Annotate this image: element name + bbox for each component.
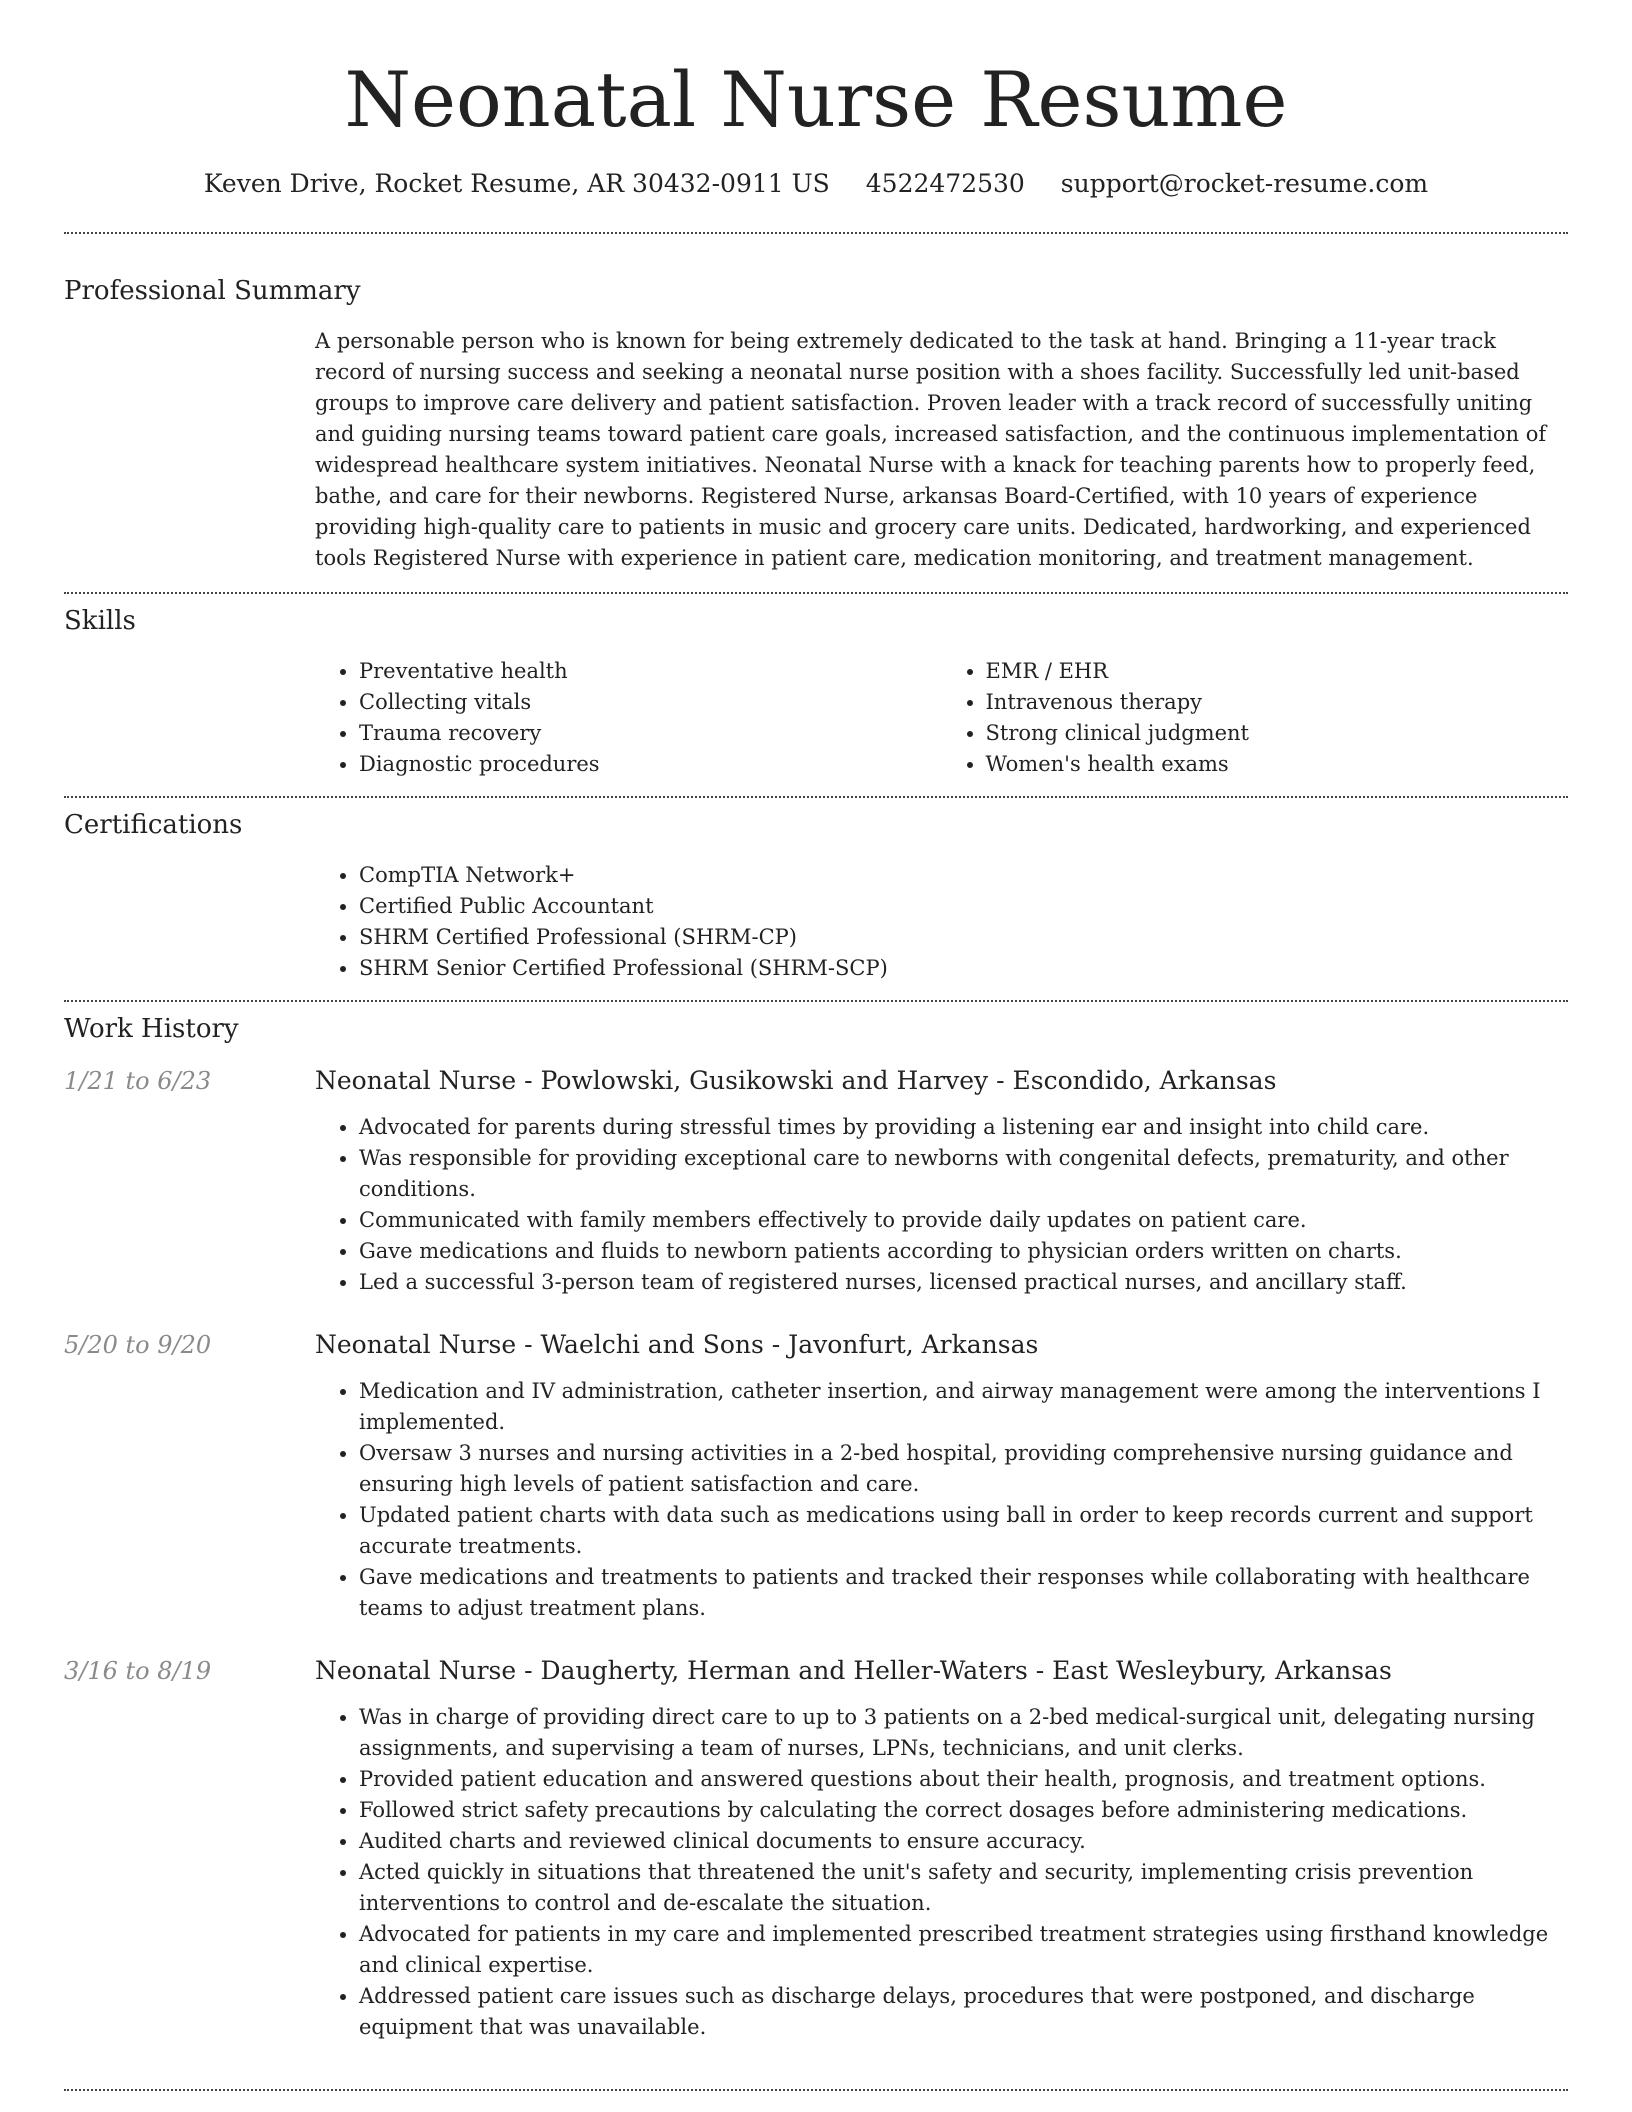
certifications-list (315, 860, 1568, 984)
list-item: • Advocated for parents during stressful times by providing a listening ear and insight into child care. (359, 1112, 1568, 1143)
summary-text: A personable person who is known for being extremely dedicated to the task at hand. Bringing a 11-year track record of nursing success and seeking a neonatal nurse position with a shoes facility. Successfully led unit-based groups to improve care delivery and patient satisfaction. Proven leader with a track record of successfully uniting and guiding nursing teams toward patient care goals, increased satisfaction, and the continuous implementation of widespread healthcare system initiatives. Neonatal Nurse with a knack for teaching parents how to properly feed, bathe, and care for their newborns. Registered Nurse, arkansas Board-Certified, with 10 years of experience providing high-quality care to patients in music and grocery care units. Dedicated, hardworking, and experienced tools Registered Nurse with experience in patient care, medication monitoring, and treatment management. (315, 329, 1547, 571)
job-dates: 5/20 to 9/20 (64, 1331, 212, 1360)
list-item: • Medication and IV administration, catheter insertion, and airway management were among the interventions I implemented. (359, 1376, 1568, 1438)
work-history-section (64, 1002, 1568, 2089)
list-item: • Collecting vitals (359, 687, 942, 718)
professional-summary-section (64, 234, 1568, 592)
contact-address: Keven Drive, Rocket Resume, AR 30432-0911 US (203, 169, 830, 199)
job-title: Neonatal Nurse - Daugherty, Herman and Heller-Waters - East Wesleybury, Arkansas (315, 1656, 1392, 1686)
section-title-skills: Skills (64, 606, 136, 637)
job-entry (64, 1328, 1568, 1624)
job-title: Neonatal Nurse - Powlowski, Gusikowski and Harvey - Escondido, Arkansas (315, 1066, 1277, 1096)
job-bullets (315, 1112, 1568, 1298)
list-item: • Acted quickly in situations that threatened the unit's safety and security, implementing crisis prevention interventions to control and de-escalate the situation. (359, 1857, 1568, 1919)
list-item: • Gave medications and fluids to newborn patients according to physician orders written on charts. (359, 1236, 1568, 1267)
skills-section (64, 594, 1568, 796)
divider (64, 2089, 1568, 2091)
list-item: • Followed strict safety precautions by calculating the correct dosages before administering medications. (359, 1795, 1568, 1826)
job-dates: 3/16 to 8/19 (64, 1657, 212, 1686)
job-entry (64, 1654, 1568, 2043)
list-item: • SHRM Certified Professional (SHRM-CP) (359, 922, 1568, 953)
contact-line (64, 169, 1568, 198)
list-item: • Advocated for patients in my care and implemented prescribed treatment strategies using firsthand knowledge and clinical expertise. (359, 1919, 1568, 1981)
list-item: • Strong clinical judgment (986, 718, 1569, 749)
list-item: • Was responsible for providing exceptional care to newborns with congenital defects, prematurity, and other conditions. (359, 1143, 1568, 1205)
list-item: • Audited charts and reviewed clinical documents to ensure accuracy. (359, 1826, 1568, 1857)
list-item: • Preventative health (359, 656, 942, 687)
list-item: • Oversaw 3 nurses and nursing activities in a 2-bed hospital, providing comprehensive nursing guidance and ensuring high levels of patient satisfaction and care. (359, 1438, 1568, 1500)
job-dates: 1/21 to 6/23 (64, 1067, 212, 1096)
list-item: • Updated patient charts with data such as medications using ball in order to keep records current and support accurate treatments. (359, 1500, 1568, 1562)
job-bullets (315, 1376, 1568, 1624)
contact-phone: 4522472530 (865, 169, 1025, 199)
list-item: • SHRM Senior Certified Professional (SHRM-SCP) (359, 953, 1568, 984)
resume-header (64, 0, 1568, 198)
job-entry (64, 1064, 1568, 1298)
list-item: • EMR / EHR (986, 656, 1569, 687)
job-title: Neonatal Nurse - Waelchi and Sons - Javonfurt, Arkansas (315, 1330, 1039, 1360)
list-item: • Addressed patient care issues such as discharge delays, procedures that were postponed, and discharge equipment that was unavailable. (359, 1981, 1568, 2043)
skills-list-left (315, 656, 942, 780)
list-item: • CompTIA Network+ (359, 860, 1568, 891)
resume-title: Neonatal Nurse Resume (344, 55, 1288, 144)
section-title-work-history: Work History (64, 1014, 239, 1045)
certifications-section (64, 798, 1568, 1000)
section-title-summary: Professional Summary (64, 276, 361, 307)
list-item: • Was in charge of providing direct care to up to 3 patients on a 2-bed medical-surgical unit, delegating nursing assignments, and supervising a team of nurses, LPNs, technicians, and unit clerks. (359, 1702, 1568, 1764)
job-bullets (315, 1702, 1568, 2043)
list-item: • Intravenous therapy (986, 687, 1569, 718)
list-item: • Trauma recovery (359, 718, 942, 749)
section-title-certifications: Certifications (64, 810, 243, 841)
list-item: • Communicated with family members effectively to provide daily updates on patient care. (359, 1205, 1568, 1236)
skills-list-right (942, 656, 1569, 780)
list-item: • Diagnostic procedures (359, 749, 942, 780)
list-item: • Led a successful 3-person team of registered nurses, licensed practical nurses, and ancillary staff. (359, 1267, 1568, 1298)
list-item: • Women's health exams (986, 749, 1569, 780)
list-item: • Gave medications and treatments to patients and tracked their responses while collaborating with healthcare teams to adjust treatment plans. (359, 1562, 1568, 1624)
list-item: • Certified Public Accountant (359, 891, 1568, 922)
contact-email: support@rocket-resume.com (1060, 169, 1429, 199)
list-item: • Provided patient education and answered questions about their health, prognosis, and treatment options. (359, 1764, 1568, 1795)
